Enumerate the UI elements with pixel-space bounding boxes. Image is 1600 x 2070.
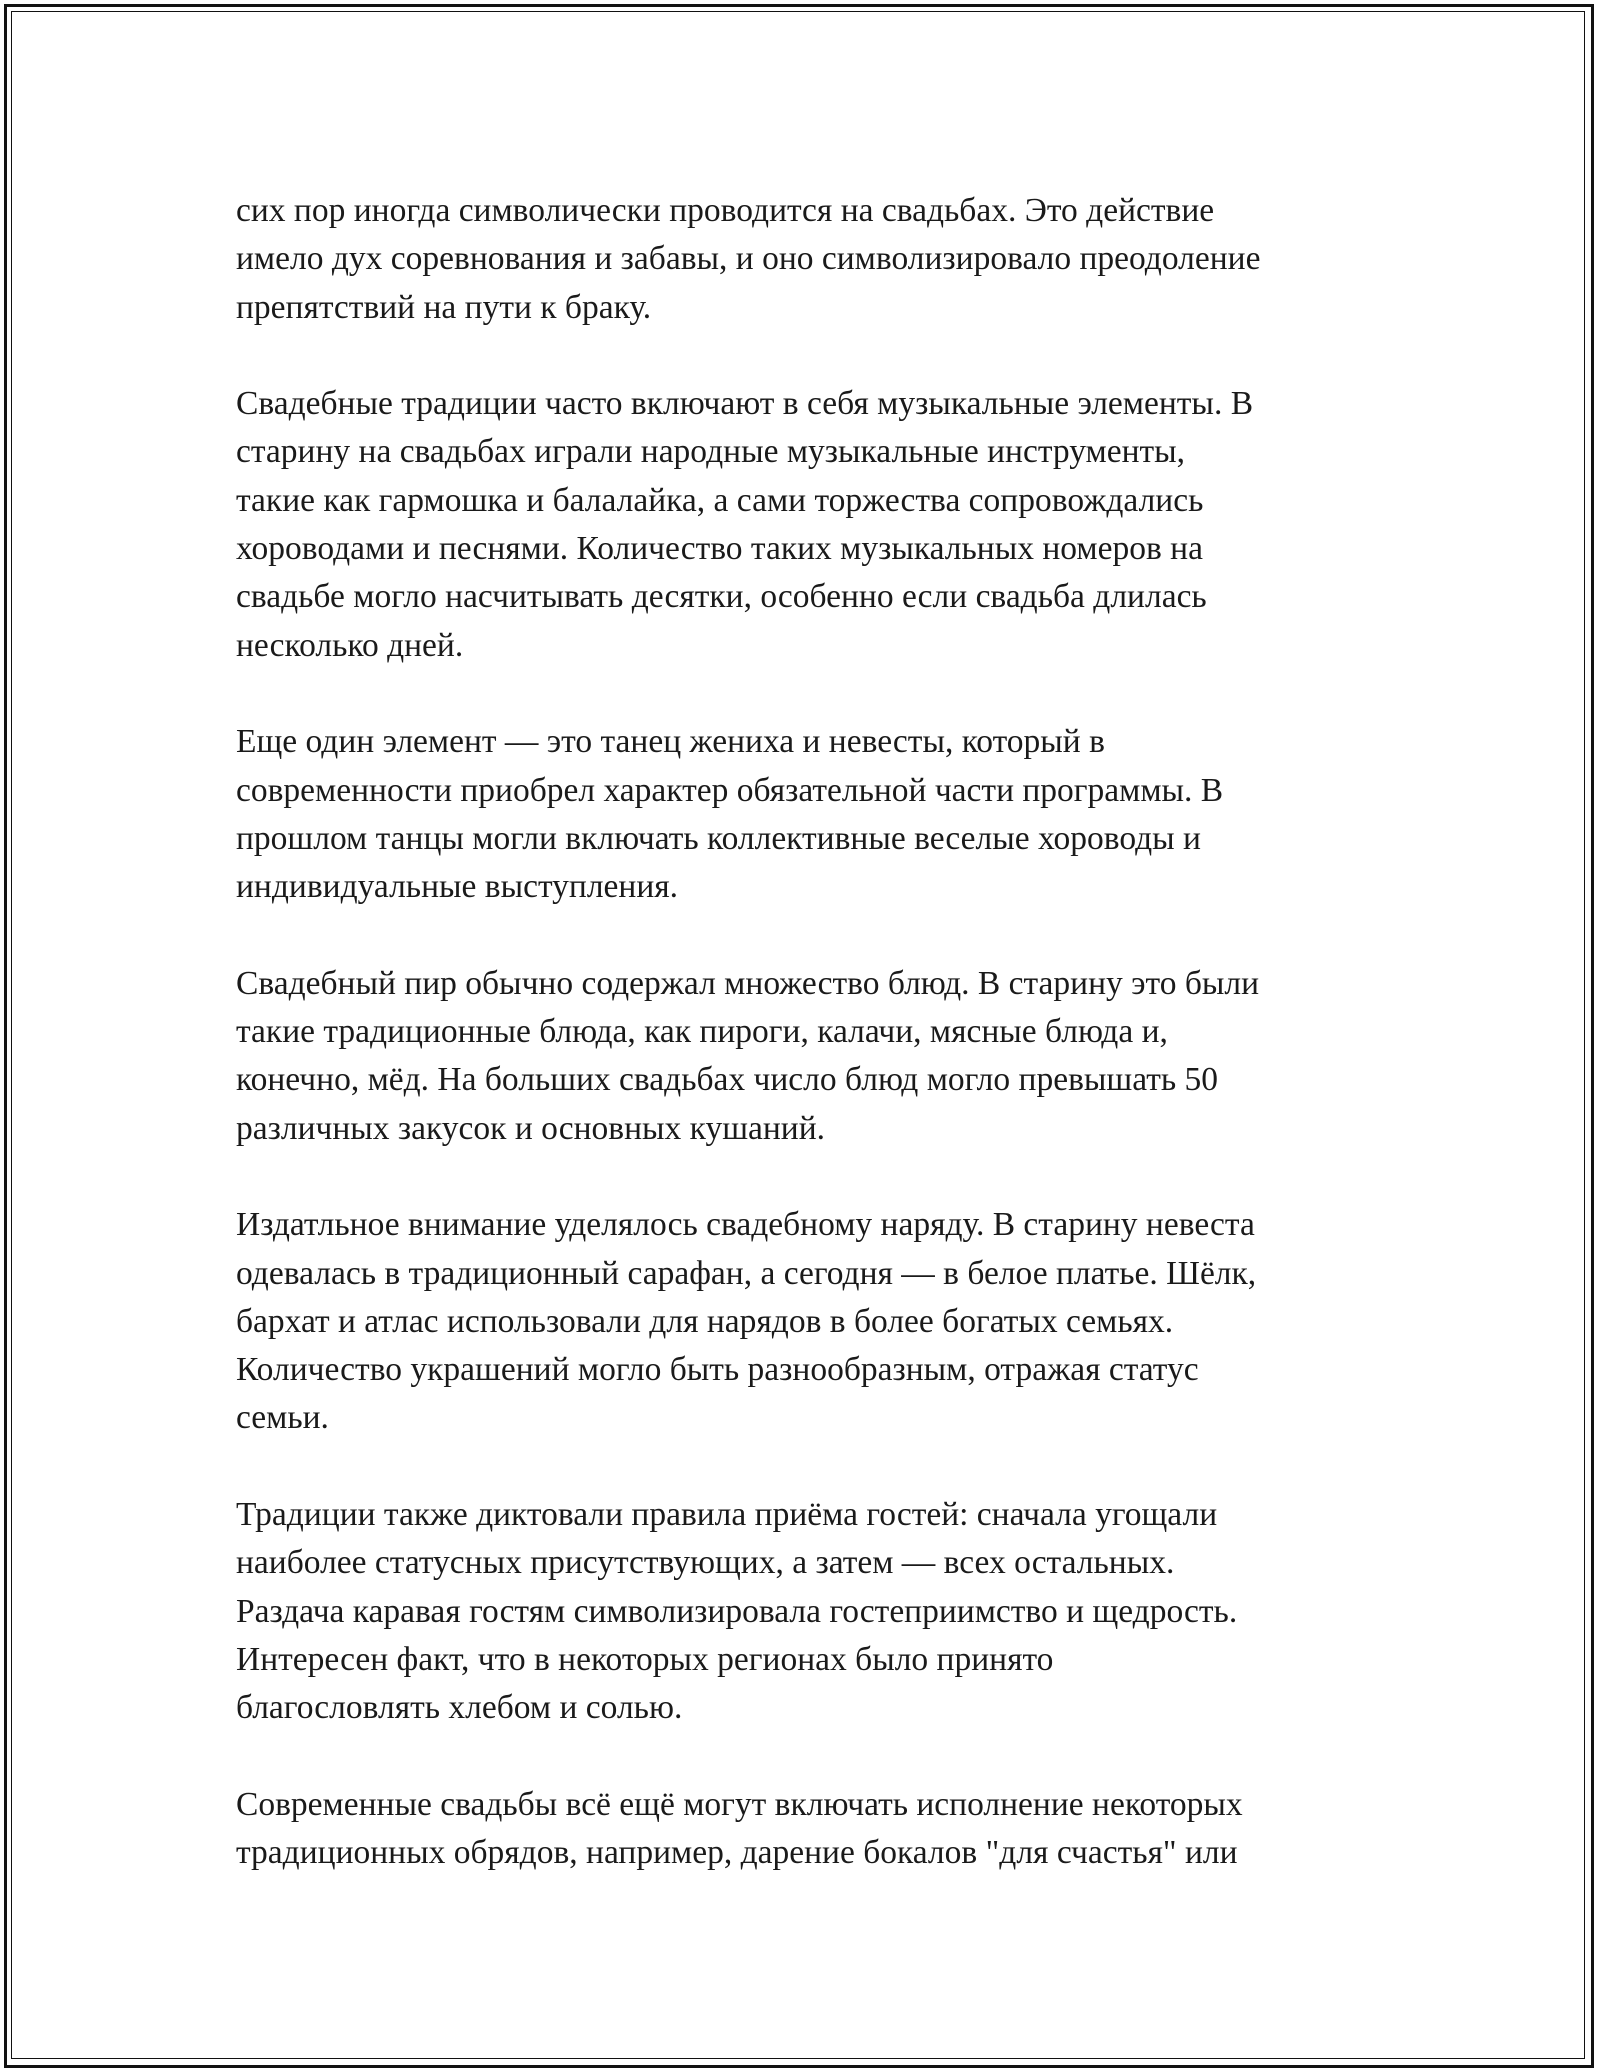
paragraph bbox=[236, 1201, 1386, 1442]
paragraph bbox=[236, 960, 1386, 1153]
text-line: хороводами и песнями. Количество таких музыкальных номеров на bbox=[236, 530, 1203, 568]
text-line: Еще один элемент — это танец жениха и невесты, который в bbox=[236, 723, 1105, 761]
text-line: Свадебный пир обычно содержал множество блюд. В старину это были bbox=[236, 964, 1260, 1002]
paragraph bbox=[236, 718, 1386, 911]
text-line: Издатльное внимание уделялось свадебному наряду. В старину невеста bbox=[236, 1206, 1255, 1244]
text-line: индивидуальные выступления. bbox=[236, 868, 679, 906]
text-line: Интересен факт, что в некоторых регионах было принято bbox=[236, 1640, 1054, 1678]
text-line: сих пор иногда символически проводится на свадьбах. Это действие bbox=[236, 192, 1215, 229]
text-line: Количество украшений могло быть разнообразным, отражая статус bbox=[236, 1351, 1199, 1389]
text-line: Современные свадьбы всё ещё могут включать исполнение некоторых bbox=[236, 1785, 1243, 1823]
paragraph bbox=[236, 1491, 1386, 1732]
text-line: бархат и атлас использовали для нарядов в более богатых семьях. bbox=[236, 1302, 1174, 1340]
text-line: благословлять хлебом и солью. bbox=[236, 1689, 683, 1727]
text-line: современности приобрел характер обязательной части программы. В bbox=[236, 771, 1224, 809]
text-line: семьи. bbox=[236, 1399, 329, 1437]
text-line: наиболее статусных присутствующих, а затем — всех остальных. bbox=[236, 1544, 1175, 1582]
paragraph bbox=[236, 380, 1386, 670]
text-line: различных закусок и основных кушаний. bbox=[236, 1109, 826, 1147]
text-line: Свадебные традиции часто включают в себя музыкальные элементы. В bbox=[236, 385, 1254, 423]
text-line: традиционных обрядов, например, дарение бокалов "для счастья" или bbox=[236, 1834, 1238, 1872]
text-line: такие как гармошка и балалайка, а сами торжества сопровождались bbox=[236, 481, 1204, 519]
text-line: свадьбе могло насчитывать десятки, особенно если свадьба длилась bbox=[236, 578, 1207, 616]
text-line: препятствий на пути к браку. bbox=[236, 288, 652, 326]
text-line: Раздача каравая гостям символизировала гостеприимство и щедрость. bbox=[236, 1592, 1238, 1630]
text-line: одевалась в традиционный сарафан, а сегодня — в белое платье. Шёлк, bbox=[236, 1254, 1257, 1292]
text-line: имело дух соревнования и забавы, и оно символизировало преодоление bbox=[236, 240, 1261, 278]
text-line: старину на свадьбах играли народные музыкальные инструменты, bbox=[236, 433, 1186, 471]
text-line: несколько дней. bbox=[236, 626, 464, 664]
paragraph bbox=[236, 187, 1386, 332]
text-line: конечно, мёд. На больших свадьбах число блюд могло превышать 50 bbox=[236, 1061, 1218, 1099]
paragraph bbox=[236, 1781, 1386, 1878]
text-line: прошлом танцы могли включать коллективные веселые хороводы и bbox=[236, 819, 1201, 857]
text-line: Традиции также диктовали правила приёма гостей: сначала угощали bbox=[236, 1496, 1218, 1534]
text-line: такие традиционные блюда, как пироги, калачи, мясные блюда и, bbox=[236, 1013, 1168, 1051]
document-body bbox=[236, 187, 1386, 1877]
